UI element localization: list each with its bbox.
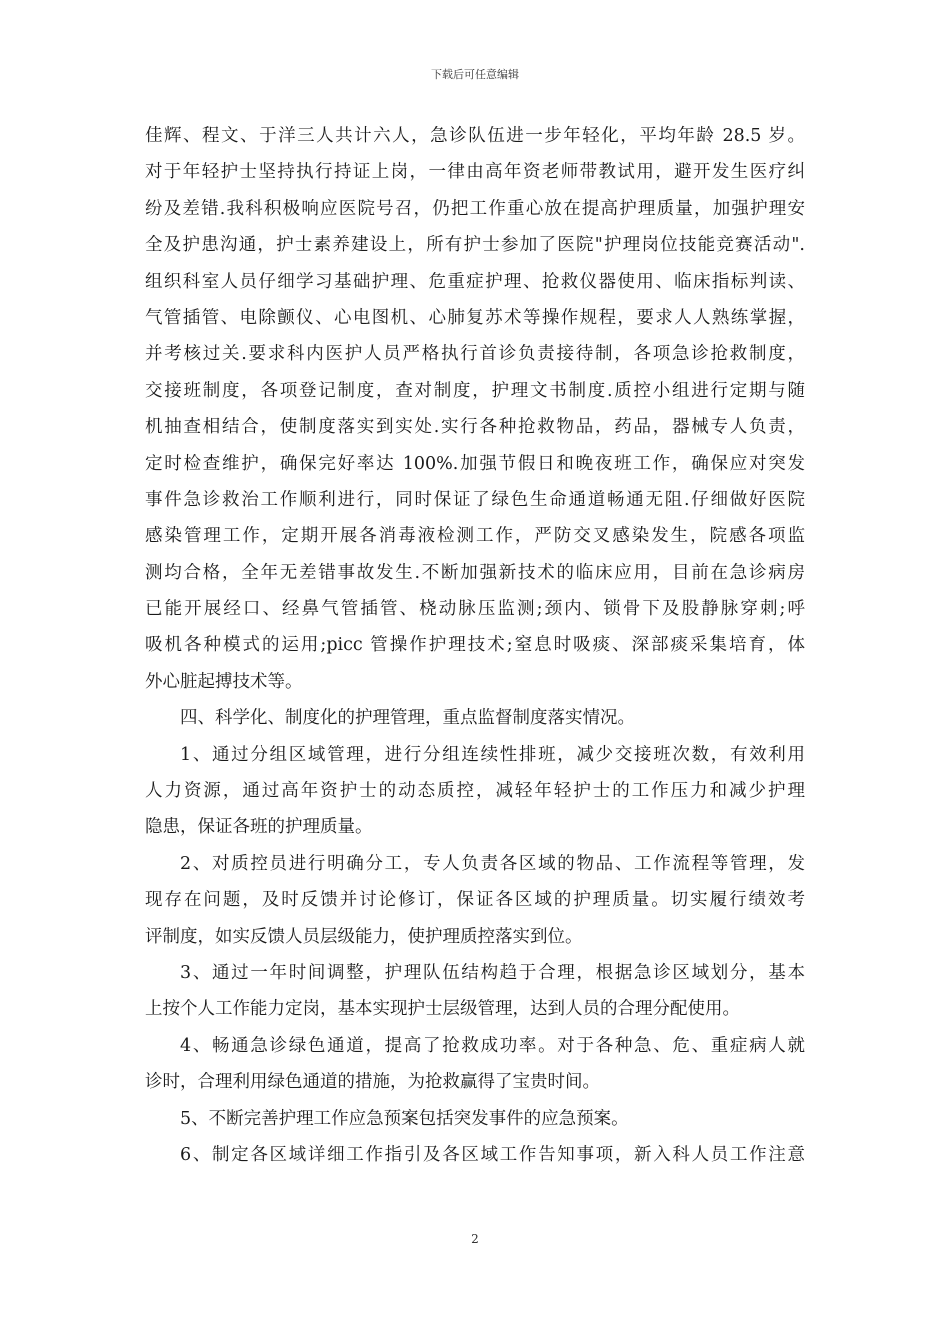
section-heading: 四、科学化、制度化的护理管理，重点监督制度落实情况。 — [180, 708, 635, 729]
text-line: 已能开展经口、经鼻气管插管、桡动脉压监测;颈内、锁骨下及股静脉穿刺;呼 — [145, 599, 805, 620]
text-line: 定时检查维护，确保完好率达 100%.加强节假日和晚夜班工作，确保应对突发 — [145, 453, 805, 474]
page-number: 2 — [471, 1232, 479, 1246]
text-line: 佳辉、程文、于洋三人共计六人，急诊队伍进一步年轻化，平均年龄 28.5 岁。 — [145, 126, 805, 146]
text-line: 1、通过分组区域管理，进行分组连续性排班，减少交接班次数，有效利用 — [180, 744, 805, 765]
text-line: 全及护患沟通，护士素养建设上，所有护士参加了医院"护理岗位技能竞赛活动". — [145, 235, 805, 256]
text-line: 并考核过关.要求科内医护人员严格执行首诊负责接待制，各项急诊抢救制度， — [145, 344, 805, 365]
text-line: 吸机各种模式的运用;picc 管操作护理技术;窒息时吸痰、深部痰采集培育，体 — [145, 635, 805, 656]
text-line: 测均合格，全年无差错事故发生.不断加强新技术的临床应用，目前在急诊病房 — [145, 562, 805, 583]
text-line: 事件急诊救治工作顺利进行，同时保证了绿色生命通道畅通无阻.仔细做好医院 — [145, 489, 805, 510]
text-line: 气管插管、电除颤仪、心电图机、心肺复苏术等操作规程，要求人人熟练掌握， — [145, 307, 805, 328]
text-line: 5、不断完善护理工作应急预案包括突发事件的应急预案。 — [180, 1108, 629, 1129]
text-line: 现存在问题，及时反馈并讨论修订，保证各区域的护理质量。切实履行绩效考 — [145, 890, 805, 911]
page-header: 下载后可任意编辑 — [431, 68, 519, 81]
text-line: 交接班制度，各项登记制度，查对制度，护理文书制度.质控小组进行定期与随 — [145, 380, 805, 401]
text-line: 组织科室人员仔细学习基础护理、危重症护理、抢救仪器使用、临床指标判读、 — [145, 271, 805, 292]
text-line: 4、畅通急诊绿色通道，提高了抢救成功率。对于各种急、危、重症病人就 — [180, 1035, 805, 1056]
text-line: 6、制定各区域详细工作指引及各区域工作告知事项，新入科人员工作注意 — [180, 1144, 805, 1165]
text-line: 上按个人工作能力定岗，基本实现护士层级管理，达到人员的合理分配使用。 — [145, 999, 740, 1020]
text-line: 评制度，如实反馈人员层级能力，使护理质控落实到位。 — [145, 926, 583, 947]
text-line: 感染管理工作，定期开展各消毒液检测工作，严防交叉感染发生，院感各项监 — [145, 526, 805, 547]
text-line: 外心脏起搏技术等。 — [145, 671, 303, 692]
document-body — [145, 118, 805, 1173]
text-line: 对于年轻护士坚持执行持证上岗，一律由高年资老师带教试用，避开发生医疗纠 — [145, 162, 805, 183]
text-line: 人力资源，通过高年资护士的动态质控，减轻年轻护士的工作压力和减少护理 — [145, 781, 805, 802]
text-line: 隐患，保证各班的护理质量。 — [145, 817, 373, 838]
text-line: 纷及差错.我科积极响应医院号召，仍把工作重心放在提高护理质量，加强护理安 — [145, 198, 805, 219]
text-line: 机抽查相结合，使制度落实到实处.实行各种抢救物品，药品，器械专人负责， — [145, 417, 805, 438]
text-line: 2、对质控员进行明确分工，专人负责各区域的物品、工作流程等管理，发 — [180, 853, 805, 874]
text-line: 诊时，合理利用绿色通道的措施，为抢救赢得了宝贵时间。 — [145, 1072, 600, 1093]
text-line: 3、通过一年时间调整，护理队伍结构趋于合理，根据急诊区域划分，基本 — [180, 962, 805, 983]
